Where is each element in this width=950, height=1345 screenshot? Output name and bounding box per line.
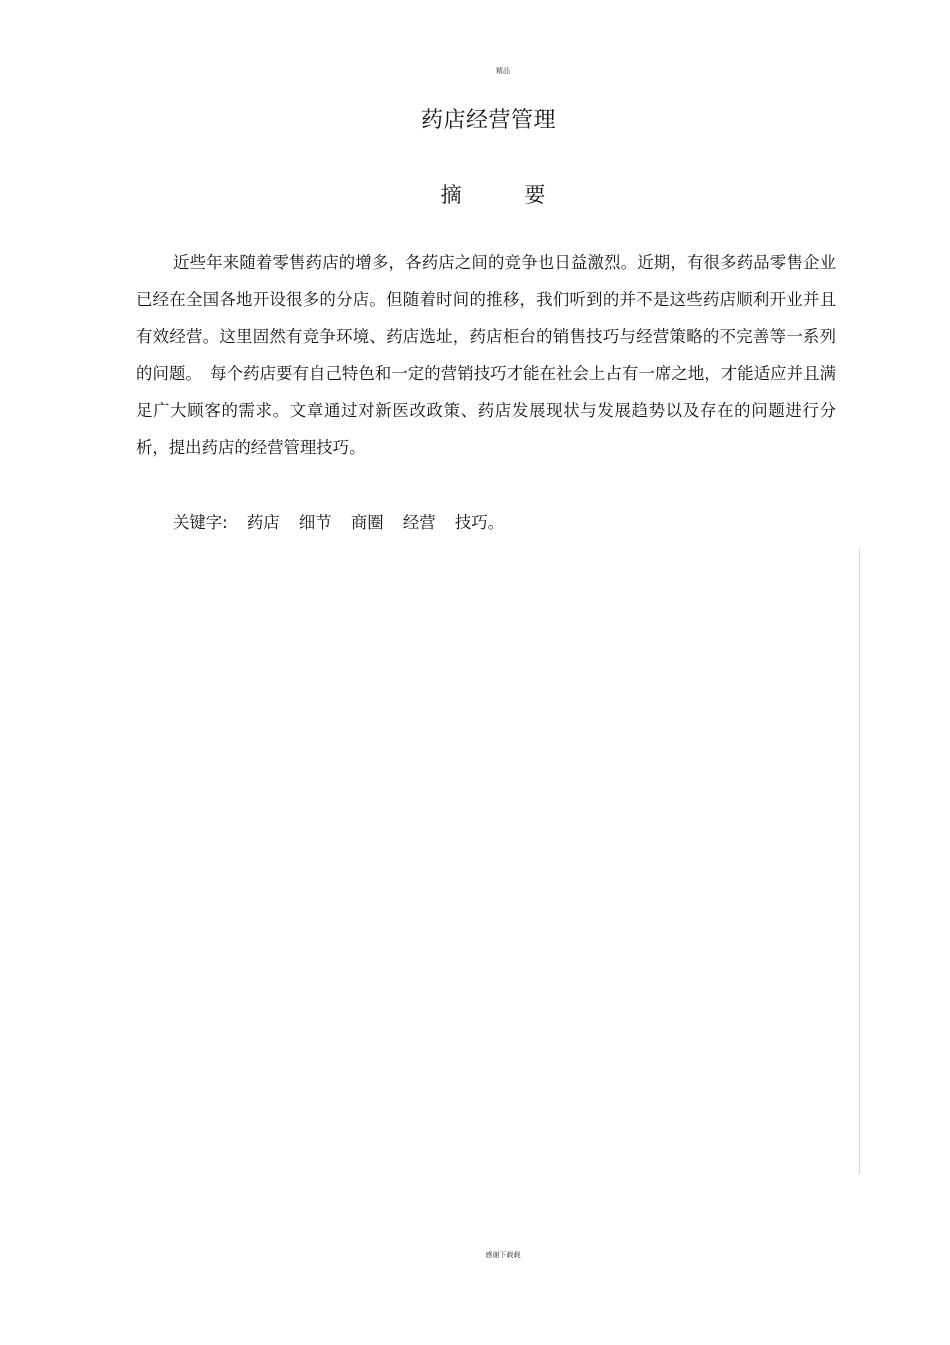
keyword-item: 经营 xyxy=(402,513,436,532)
keyword-item: 药店 xyxy=(246,513,280,532)
keywords-line xyxy=(173,504,504,541)
abstract-heading: 摘 要 xyxy=(440,183,574,207)
keyword-item: 细节 xyxy=(298,513,332,532)
margin-divider-line xyxy=(859,548,860,1174)
abstract-body: 近些年来随着零售药店的增多，各药店之间的竞争也日益激烈。近期，有很多药品零售企业已经在全国各地开设很多的分店。但随着时间的推移，我们听到的并不是这些药店顺利开业并且有效经营。这里固然有竞争环境、药店选址，药店柜台的销售技巧与经营策略的不完善等一系列的问题。 每个药店要有自己特色和一定的营销技巧才能在社会上占有一席之地，才能适应并且满足广大顾客的需求。文章通过对新医改政策、药店发展现状与发展趋势以及存在的问题进行分析，提出药店的经营管理技巧。 xyxy=(136,253,836,457)
keyword-item: 技巧。 xyxy=(454,513,505,532)
keywords-label: 关键字: xyxy=(173,513,228,532)
header-mark: 精品 xyxy=(496,67,510,75)
footer-mark: 感谢下载载 xyxy=(485,1251,521,1259)
document-title: 药店经营管理 xyxy=(420,108,556,133)
keyword-item: 商圈 xyxy=(350,513,384,532)
